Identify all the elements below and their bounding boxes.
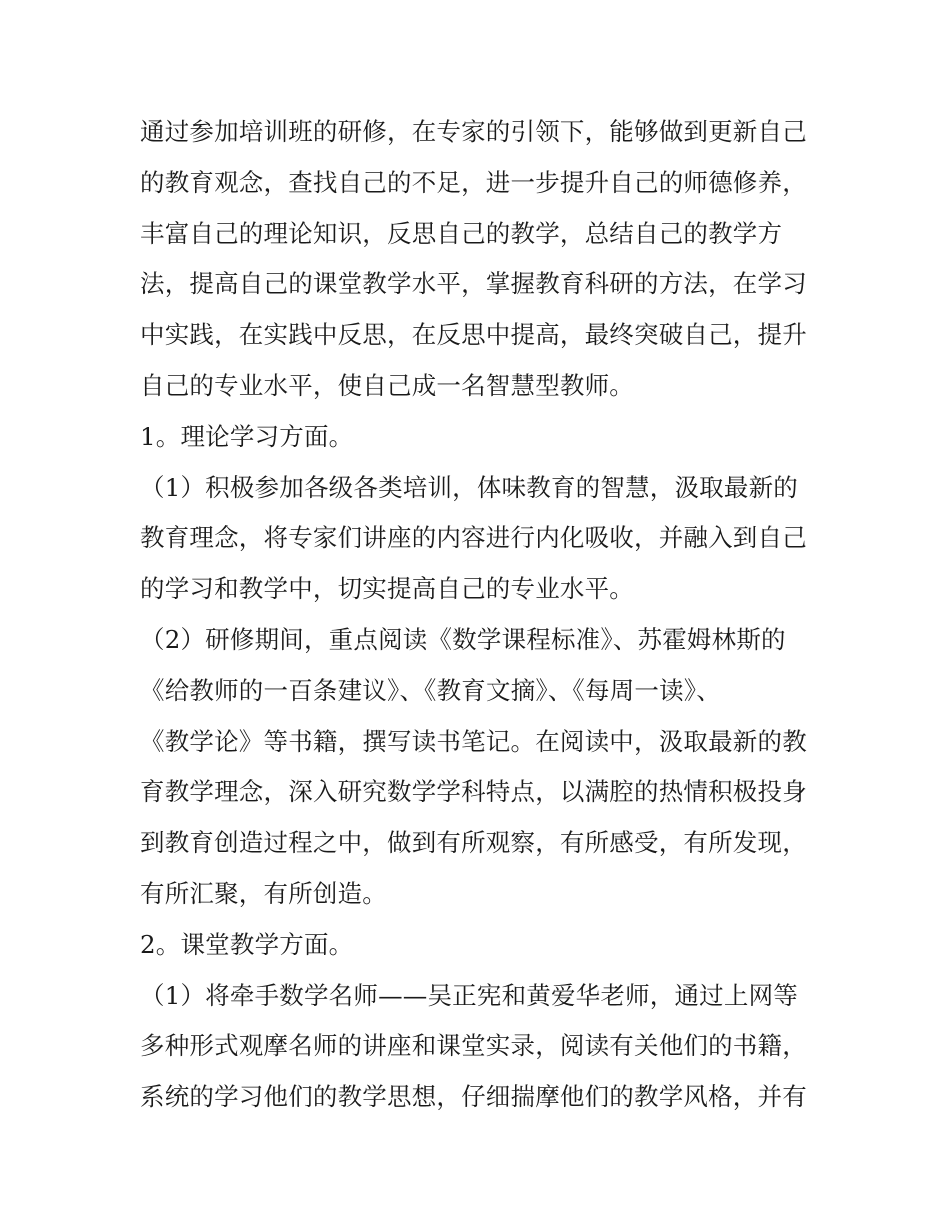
paragraph-line: 的教育观念，查找自己的不足，进一步提升自己的师德修养， xyxy=(140,167,807,197)
paragraph-line: 有所汇聚，有所创造。 xyxy=(140,878,387,908)
section-heading: 1。理论学习方面。 xyxy=(140,421,354,451)
paragraph-line: 到教育创造过程之中，做到有所观察，有所感受，有所发现， xyxy=(140,828,807,858)
paragraph-line: 多种形式观摩名师的讲座和课堂实录，阅读有关他们的书籍， xyxy=(140,1031,807,1061)
paragraph-line: 教育理念，将专家们讲座的内容进行内化吸收，并融入到自己 xyxy=(140,523,807,553)
paragraph-line: 自己的专业水平，使自己成一名智慧型教师。 xyxy=(140,370,634,400)
paragraph-line: 系统的学习他们的教学思想，仔细揣摩他们的教学风格，并有 xyxy=(140,1082,807,1112)
paragraph-line: 《给教师的一百条建议》、《教育文摘》、《每周一读》、 xyxy=(140,675,721,705)
paragraph-line: 丰富自己的理论知识，反思自己的教学，总结自己的教学方 xyxy=(140,218,783,248)
document-body xyxy=(140,107,820,1123)
paragraph-line: 《教学论》等书籍，撰写读书笔记。在阅读中，汲取最新的教 xyxy=(140,726,807,756)
paragraph-line: （1）将牵手数学名师——吴正宪和黄爱华老师，通过上网等 xyxy=(140,980,798,1010)
paragraph-line: 育教学理念，深入研究数学学科特点，以满腔的热情积极投身 xyxy=(140,777,807,807)
paragraph-line: 通过参加培训班的研修，在专家的引领下，能够做到更新自己 xyxy=(140,117,807,146)
section-heading: 2。课堂教学方面。 xyxy=(140,929,354,959)
paragraph-line: （2）研修期间，重点阅读《数学课程标准》、苏霍姆林斯的 xyxy=(140,624,786,654)
paragraph-line: 法，提高自己的课堂教学水平，掌握教育科研的方法，在学习 xyxy=(140,269,807,299)
paragraph-line: （1）积极参加各级各类培训，体味教育的智慧，汲取最新的 xyxy=(140,472,798,502)
paragraph-line: 中实践，在实践中反思，在反思中提高，最终突破自己，提升 xyxy=(140,320,807,350)
paragraph-line: 的学习和教学中，切实提高自己的专业水平。 xyxy=(140,574,634,604)
